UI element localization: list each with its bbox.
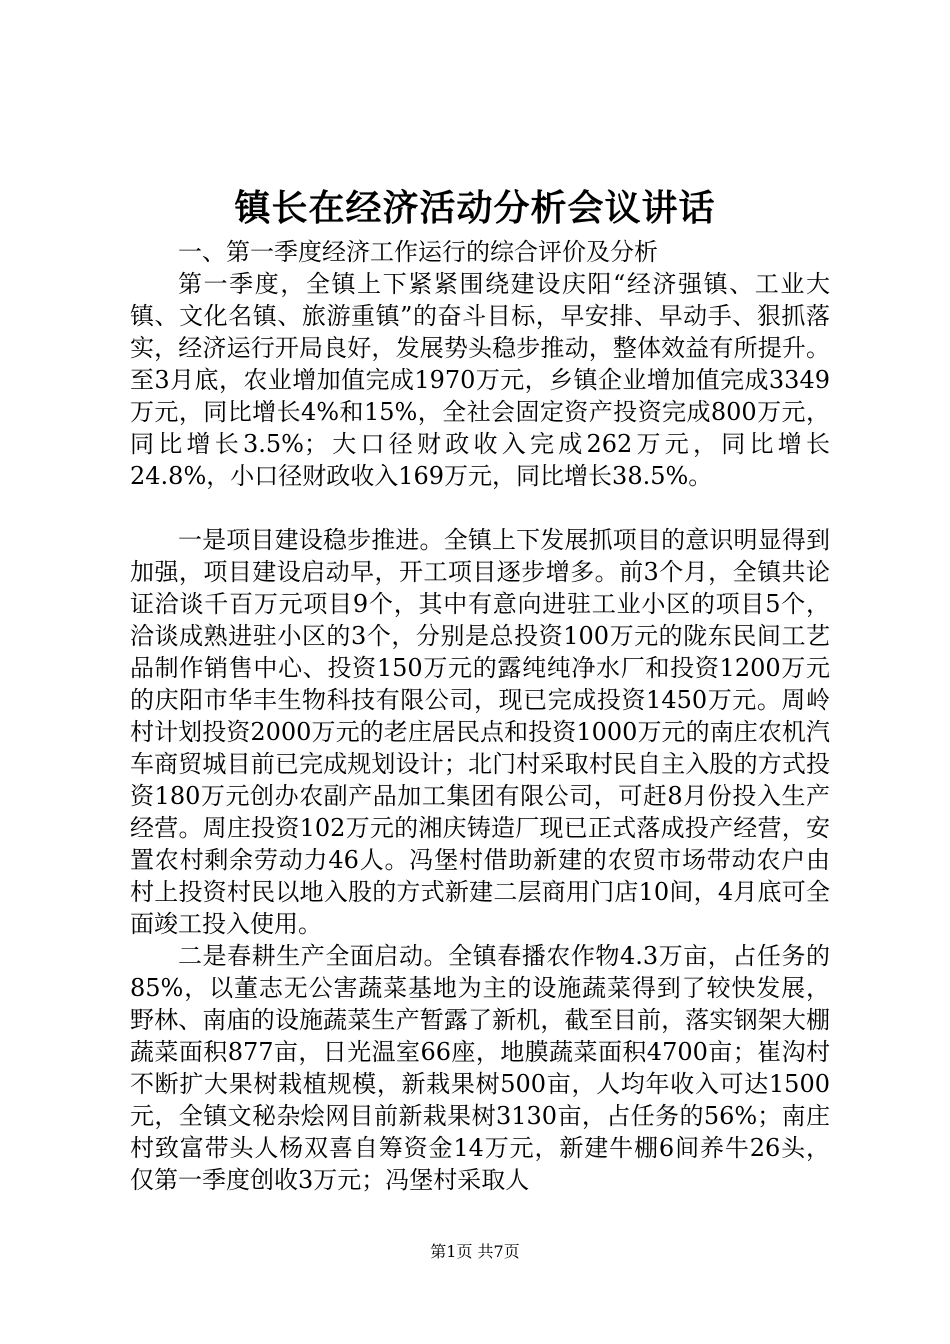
paragraph-overview: 第一季度，全镇上下紧紧围绕建设庆阳“经济强镇、工业大镇、文化名镇、旅游重镇”的奋斗目标，早安排、早动手、狠抓落实，经济运行开局良好，发展势头稳步推动，整体效益有所提升。至3月底，农业增加值完成1970万元，乡镇企业增加值完成3349万元，同比增长4%和15%，全社会固定资产投资完成800万元，同比增长3.5%；大口径财政收入完成262万元，同比增长24.8%，小口径财政收入169万元，同比增长38.5%。 bbox=[130, 270, 830, 490]
paragraph-projects: 一是项目建设稳步推进。全镇上下发展抓项目的意识明显得到加强，项目建设启动早，开工项目逐步增多。前3个月，全镇共论证洽谈千百万元项目9个，其中有意向进驻工业小区的项目5个，洽谈成熟进驻小区的3个，分别是总投资100万元的陇东民间工艺品制作销售中心、投资150万元的露纯纯净水厂和投资1200万元的庆阳市华丰生物科技有限公司，现已完成投资1450万元。周岭村计划投资2000万元的老庄居民点和投资1000万元的南庄农机汽车商贸城目前已完成规划设计；北门村采取村民自主入股的方式投资180万元创办农副产品加工集团有限公司，可赶8月份投入生产经营。周庄投资102万元的湘庆铸造厂现已正式落成投产经营，安置农村剩余劳动力46人。冯堡村借助新建的农贸市场带动农户由村上投资村民以地入股的方式新建二层商用门店10间，4月底可全面竣工投入使用。 bbox=[130, 526, 830, 938]
document-title: 镇长在经济活动分析会议讲话 bbox=[234, 187, 716, 229]
document-body bbox=[130, 236, 830, 1196]
page-footer: 第1页 共7页 bbox=[430, 1242, 520, 1261]
section-heading: 一、第一季度经济工作运行的综合评价及分析 bbox=[178, 238, 658, 266]
paragraph-spring-farming: 二是春耕生产全面启动。全镇春播农作物4.3万亩，占任务的85%，以董志无公害蔬菜基地为主的设施蔬菜得到了较快发展，野林、南庙的设施蔬菜生产暂露了新机，截至目前，落实钢架大棚蔬菜面积877亩，日光温室66座，地膜蔬菜面积4700亩；崔沟村不断扩大果树栽植规模，新栽果树500亩，人均年收入可达1500元，全镇文秘杂烩网目前新栽果树3130亩，占任务的56%；南庄村致富带头人杨双喜自筹资金14万元，新建牛棚6间养牛26头，仅第一季度创收3万元；冯堡村采取人 bbox=[130, 942, 830, 1194]
paragraph-spacer bbox=[130, 492, 830, 524]
